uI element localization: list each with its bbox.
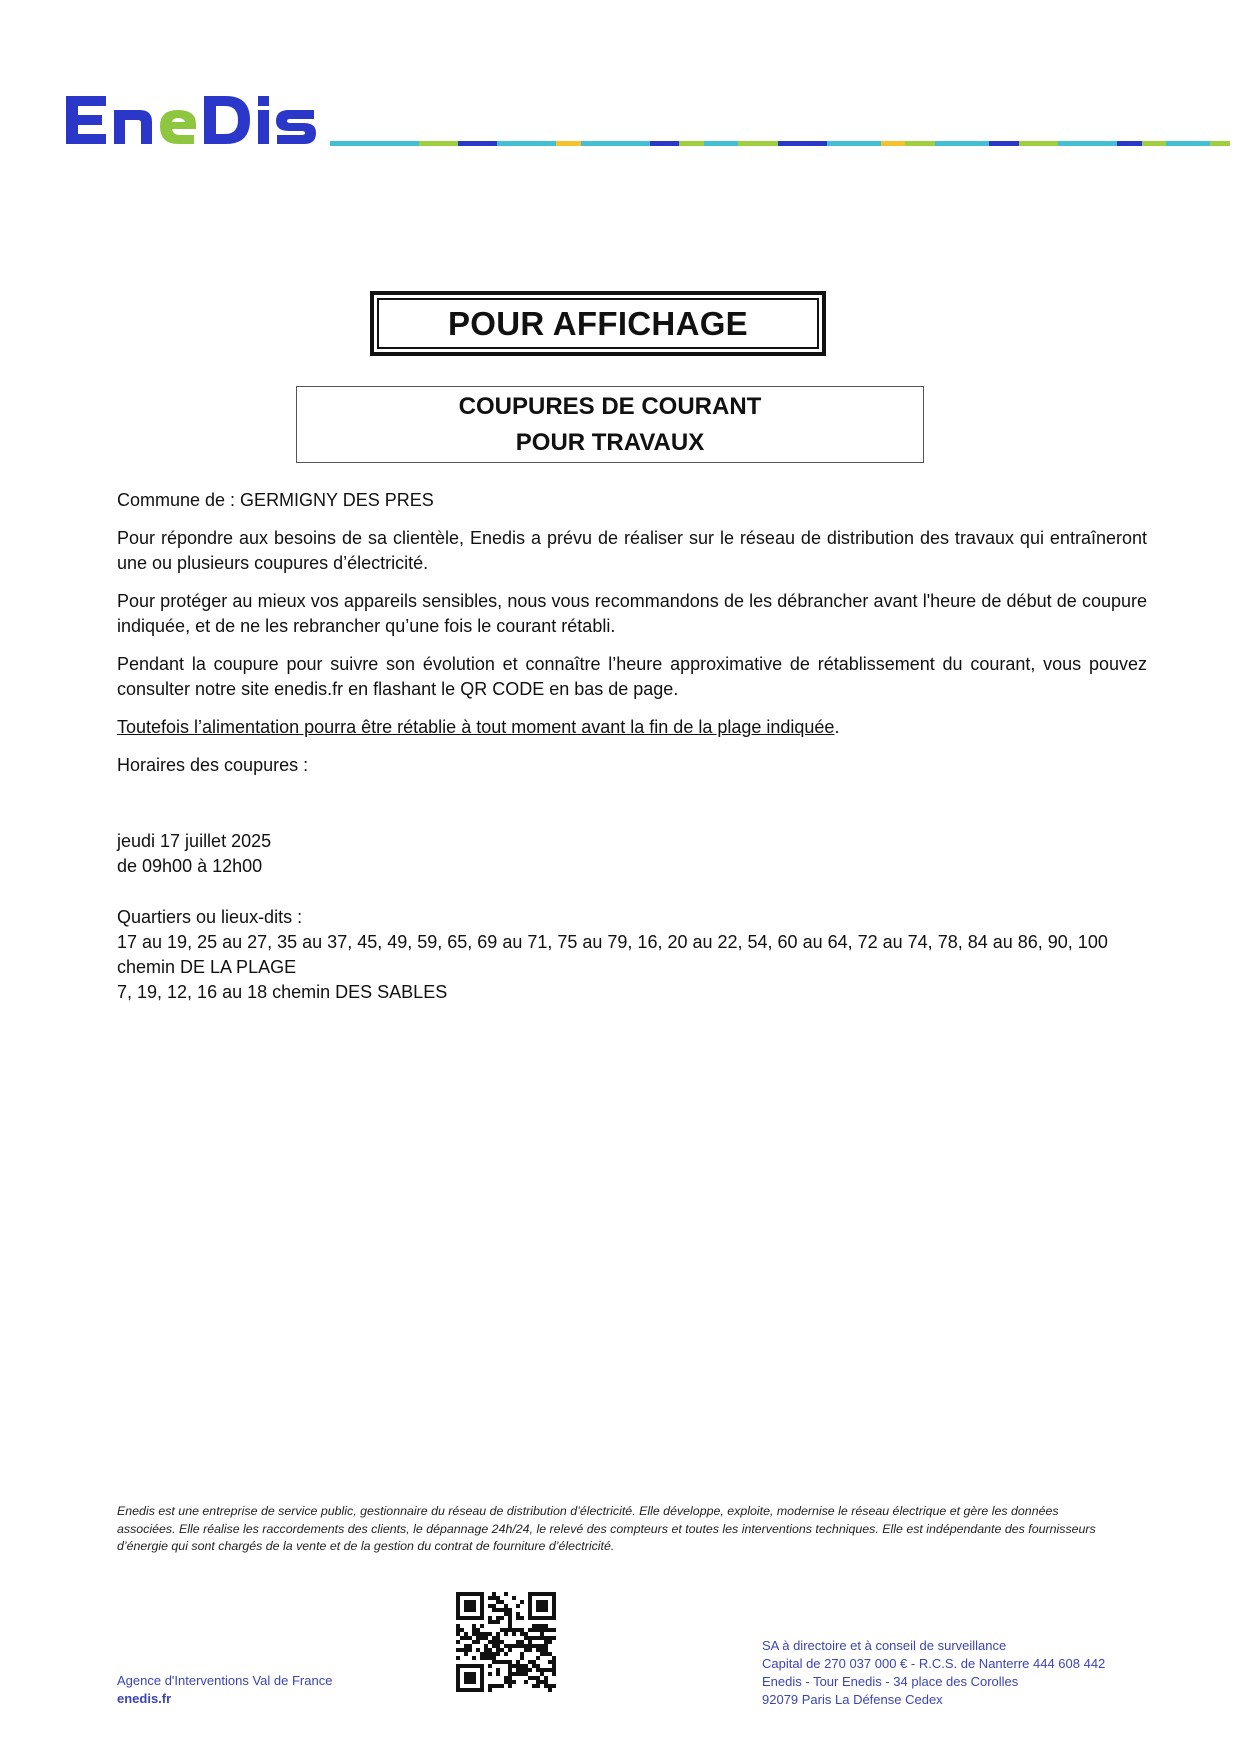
legal-notice: Enedis est une entreprise de service public, gestionnaire du réseau de distribution d’électricité. Elle développe, exploite, modernise le réseau électrique et gère les données associées. Elle réalise les raccordements des clients, le dépannage 24h/24, le relevé des compteurs et toutes les interventions techniques. Elle est indépendante des fournisseurs d’énergie qui sont chargés de la vente et de la gestion du contrat de fourniture d’électricité. bbox=[117, 1504, 1096, 1553]
outage-date: jeudi 17 juillet 2025 bbox=[117, 831, 272, 851]
company-line-1: SA à directoire et à conseil de surveillance bbox=[762, 1638, 1007, 1653]
quartier-entry-sables: 7, 19, 12, 16 au 18 chemin DES SABLES bbox=[117, 982, 448, 1002]
intro-paragraph: Pour répondre aux besoins de sa clientèle, Enedis a prévu de réaliser sur le réseau de distribution des travaux qui entraîneront une ou plusieurs coupures d’électricité. bbox=[117, 528, 1147, 573]
warning-line bbox=[117, 715, 1147, 740]
website-link[interactable]: enedis.fr bbox=[117, 1691, 172, 1706]
company-line-2: Capital de 270 037 000 € - R.C.S. de Nanterre 444 608 442 bbox=[762, 1656, 1106, 1671]
outage-time: de 09h00 à 12h00 bbox=[117, 856, 263, 876]
qr-code-icon[interactable] bbox=[456, 1592, 556, 1692]
company-line-3: Enedis - Tour Enedis - 34 place des Corolles bbox=[762, 1674, 1019, 1689]
horaires-label: Horaires des coupures : bbox=[117, 755, 309, 775]
header-color-stripe bbox=[330, 141, 1230, 146]
commune-line: Commune de : GERMIGNY DES PRES bbox=[117, 490, 434, 510]
quartiers-label: Quartiers ou lieux-dits : bbox=[117, 907, 303, 927]
pour-affichage-box bbox=[370, 291, 826, 356]
enedis-logo bbox=[62, 92, 322, 148]
coupures-title-line1: COUPURES DE COURANT bbox=[458, 392, 762, 420]
quartier-entry-plage: 17 au 19, 25 au 27, 35 au 37, 45, 49, 59, 65, 69 au 71, 75 au 79, 16, 20 au 22, 54, 60 au 64, 72 au 74, 78, 84 au 86, 90, 100 chemin DE LA PLAGE bbox=[117, 932, 1108, 977]
agency-name: Agence d'Interventions Val de France bbox=[117, 1673, 333, 1688]
agency-footer bbox=[117, 1672, 332, 1708]
coupures-title-line2: POUR TRAVAUX bbox=[515, 428, 705, 456]
coupures-title-box bbox=[296, 386, 924, 463]
pour-affichage-title: POUR AFFICHAGE bbox=[377, 298, 819, 349]
warning-period: . bbox=[834, 717, 840, 737]
warning-text: Toutefois l’alimentation pourra être rétablie à tout moment avant la fin de la plage indiquée bbox=[117, 717, 835, 737]
company-line-4: 92079 Paris La Défense Cedex bbox=[762, 1692, 943, 1707]
tracking-paragraph: Pendant la coupure pour suivre son évolution et connaître l’heure approximative de rétablissement du courant, vous pouvez consulter notre site enedis.fr en flashant le QR CODE en bas de page. bbox=[117, 654, 1147, 699]
advice-paragraph: Pour protéger au mieux vos appareils sensibles, nous vous recommandons de les débrancher avant l'heure de début de coupure indiquée, et de ne les rebrancher qu’une fois le courant rétabli. bbox=[117, 591, 1147, 636]
company-footer bbox=[762, 1637, 1105, 1709]
